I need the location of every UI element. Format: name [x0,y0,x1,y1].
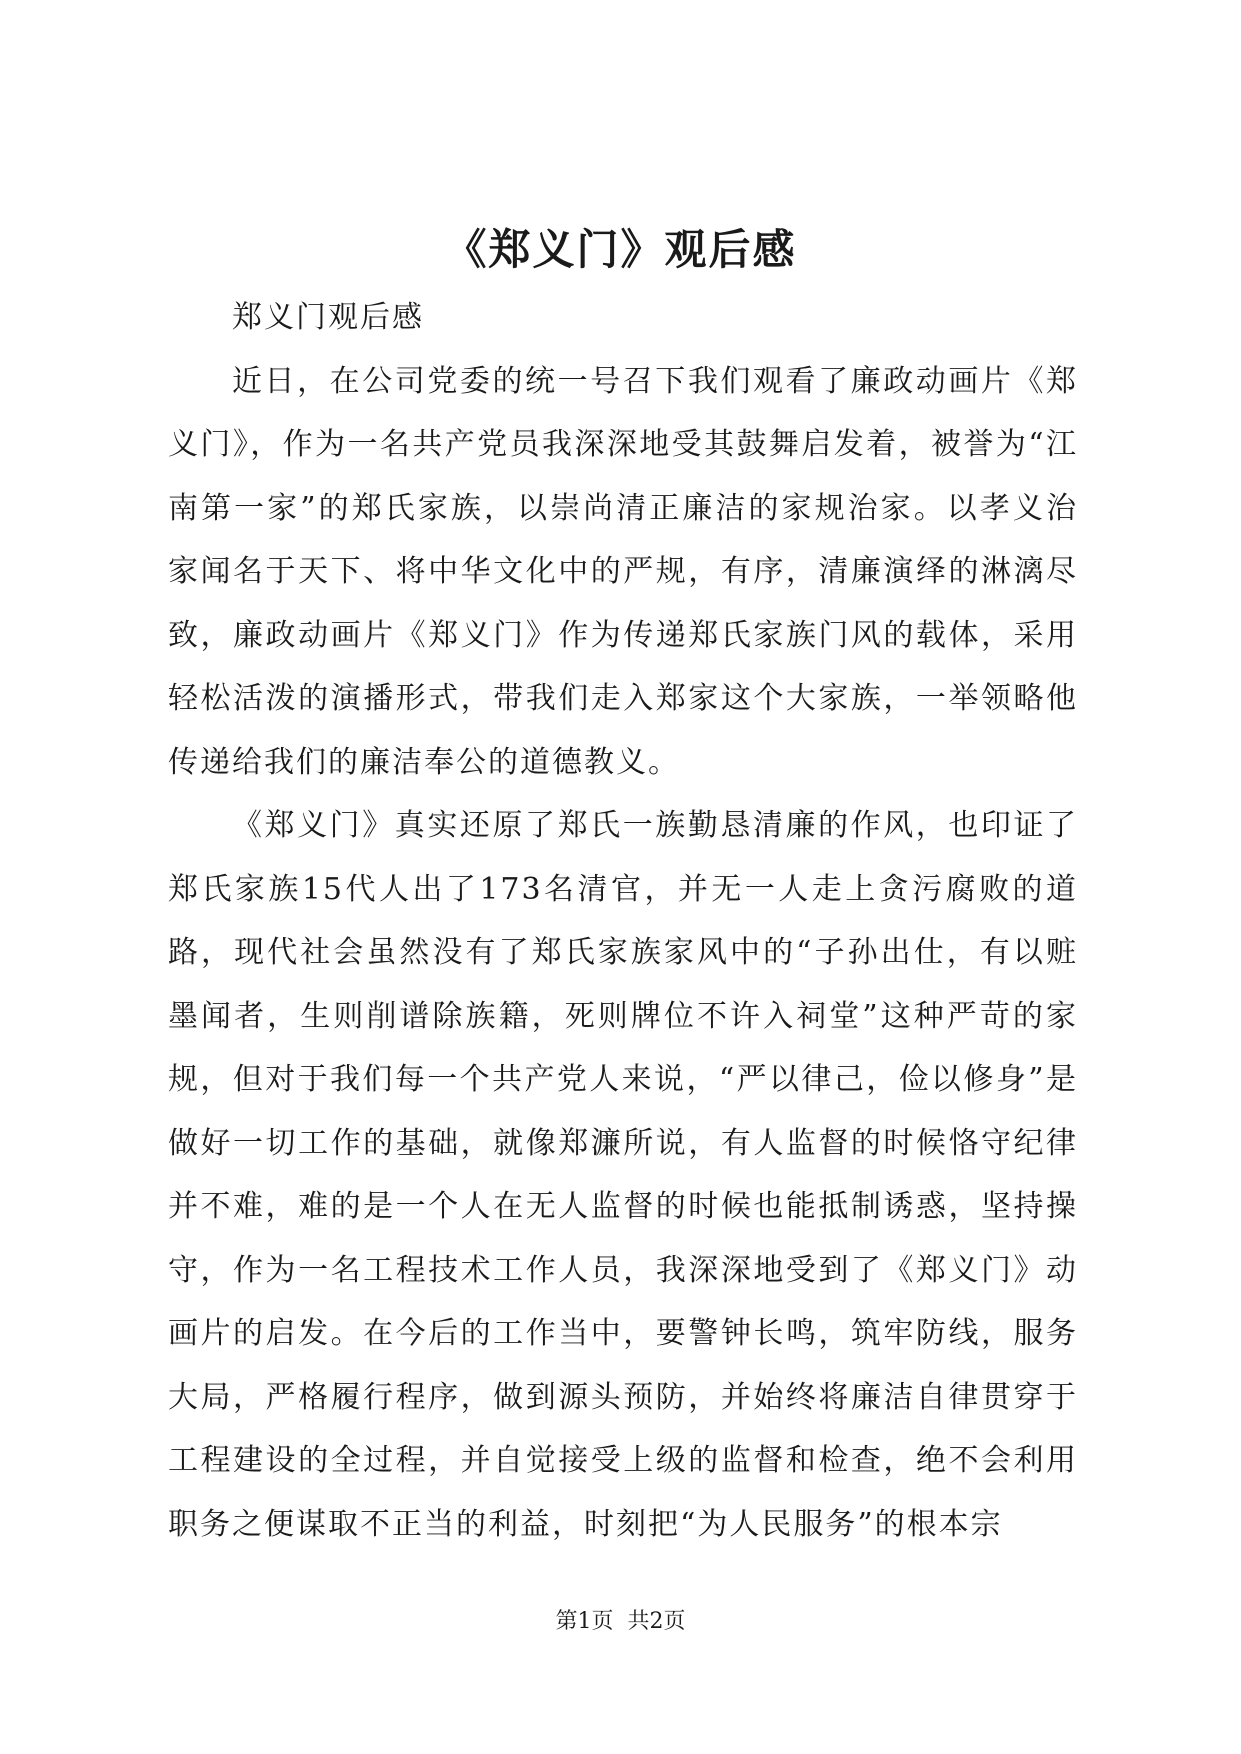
page-total: 共2页 [627,1609,686,1634]
document-subtitle: 郑义门观后感 [232,300,424,335]
document-title: 《郑义门》观后感 [444,225,797,274]
paragraph-1: 近日，在公司党委的统一号召下我们观看了廉政动画片《郑义门》，作为一名共产党员我深深地受其鼓舞启发着，被誉为“江南第一家”的郑氏家族，以崇尚清正廉洁的家规治家。以孝义治家闻名于天下、将中华文化中的严规，有序，清廉演绎的淋漓尽致，廉政动画片《郑义门》作为传递郑氏家族门风的载体，采用轻松活泼的演播形式，带我们走入郑家这个大家族，一举领略他传递给我们的廉洁奉公的道德教义。 [168,363,1078,780]
page-footer [0,1606,1241,1638]
document-body [168,286,1078,1556]
paragraph-2: 《郑义门》真实还原了郑氏一族勤恳清廉的作风，也印证了郑氏家族15代人出了173名清官，并无一人走上贪污腐败的道路，现代社会虽然没有了郑氏家族家风中的“子孙出仕，有以赃墨闻者，生则削谱除族籍，死则牌位不许入祠堂”这种严苛的家规，但对于我们每一个共产党人来说，“严以律己，俭以修身”是做好一切工作的基础，就像郑濂所说，有人监督的时候恪守纪律并不难，难的是一个人在无人监督的时候也能抵制诱惑，坚持操守，作为一名工程技术工作人员，我深深地受到了《郑义门》动画片的启发。在今后的工作当中，要警钟长鸣，筑牢防线，服务大局，严格履行程序，做到源头预防，并始终将廉洁自律贯穿于工程建设的全过程，并自觉接受上级的监督和检查，绝不会利用职务之便谋取不正当的利益，时刻把“为人民服务”的根本宗 [168,808,1078,1542]
page-number: 第1页 [555,1609,614,1634]
